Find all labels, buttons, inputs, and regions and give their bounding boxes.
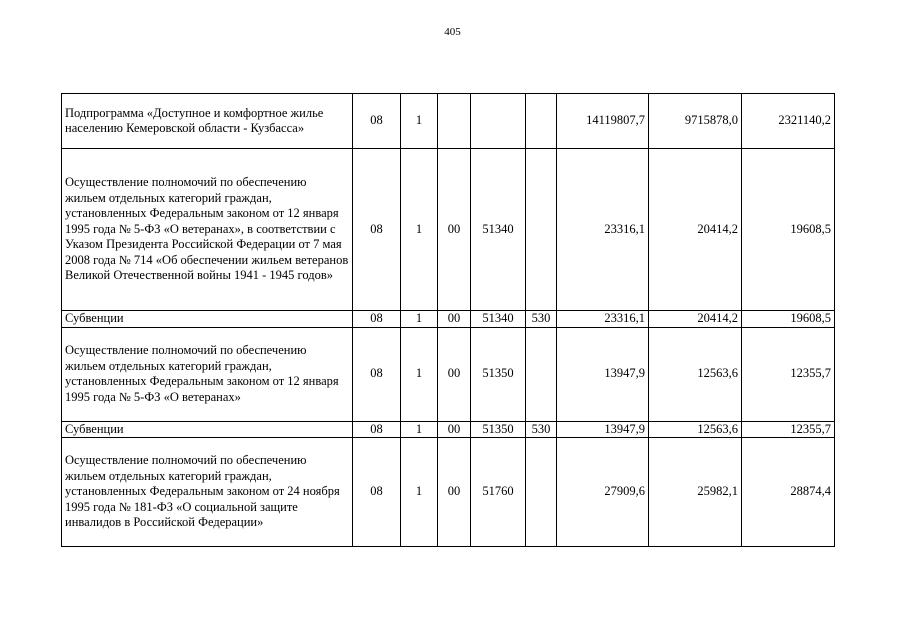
section-code: 08	[353, 327, 401, 421]
program-code: 1	[401, 438, 438, 547]
program-code: 1	[401, 149, 438, 311]
expense-type-code	[526, 94, 557, 149]
amount-year-1: 13947,9	[557, 327, 649, 421]
subprogram-code: 00	[438, 438, 471, 547]
amount-year-3: 19608,5	[742, 311, 835, 328]
program-code: 1	[401, 94, 438, 149]
section-code: 08	[353, 311, 401, 328]
amount-year-1: 13947,9	[557, 421, 649, 438]
table-row	[62, 149, 835, 311]
expense-type-code	[526, 149, 557, 311]
direction-code: 51350	[471, 327, 526, 421]
amount-year-1: 23316,1	[557, 149, 649, 311]
table-row	[62, 421, 835, 438]
expense-type-code	[526, 438, 557, 547]
amount-year-2: 12563,6	[649, 421, 742, 438]
subprogram-code	[438, 94, 471, 149]
direction-code: 51760	[471, 438, 526, 547]
amount-year-2: 20414,2	[649, 149, 742, 311]
section-code: 08	[353, 149, 401, 311]
row-name: Подпрограмма «Доступное и комфортное жилье населению Кемеровской области - Кузбасса»	[62, 94, 353, 149]
expense-type-code	[526, 327, 557, 421]
page-number: 405	[444, 26, 461, 38]
budget-table	[61, 93, 835, 547]
amount-year-2: 9715878,0	[649, 94, 742, 149]
row-name: Осуществление полномочий по обеспечению жильем отдельных категорий граждан, установленных Федеральным законом от 24 ноября 1995 года № 181-ФЗ «О социальной защите инвалидов в Российской Федерации»	[62, 438, 353, 547]
direction-code: 51340	[471, 311, 526, 328]
amount-year-3: 12355,7	[742, 421, 835, 438]
direction-code	[471, 94, 526, 149]
direction-code: 51350	[471, 421, 526, 438]
row-name: Осуществление полномочий по обеспечению жильем отдельных категорий граждан, установленных Федеральным законом от 12 января 1995 года № 5-ФЗ «О ветеранах», в соответствии с Указом Президента Российской Федерации от 7 мая 2008 года № 714 «Об обеспечении жильем ветеранов Великой Отечественной войны 1941 - 1945 годов»	[62, 149, 353, 311]
section-code: 08	[353, 421, 401, 438]
table-row	[62, 94, 835, 149]
subprogram-code: 00	[438, 311, 471, 328]
row-name: Осуществление полномочий по обеспечению жильем отдельных категорий граждан, установленных Федеральным законом от 12 января 1995 года № 5-ФЗ «О ветеранах»	[62, 327, 353, 421]
amount-year-2: 25982,1	[649, 438, 742, 547]
expense-type-code: 530	[526, 311, 557, 328]
expense-type-code: 530	[526, 421, 557, 438]
amount-year-1: 27909,6	[557, 438, 649, 547]
table-row	[62, 438, 835, 547]
section-code: 08	[353, 438, 401, 547]
subprogram-code: 00	[438, 149, 471, 311]
amount-year-3: 28874,4	[742, 438, 835, 547]
subprogram-code: 00	[438, 327, 471, 421]
program-code: 1	[401, 421, 438, 438]
amount-year-3: 12355,7	[742, 327, 835, 421]
program-code: 1	[401, 327, 438, 421]
amount-year-1: 14119807,7	[557, 94, 649, 149]
table-row	[62, 311, 835, 328]
amount-year-2: 20414,2	[649, 311, 742, 328]
section-code: 08	[353, 94, 401, 149]
table-row	[62, 327, 835, 421]
row-name: Субвенции	[62, 421, 353, 438]
amount-year-3: 2321140,2	[742, 94, 835, 149]
amount-year-3: 19608,5	[742, 149, 835, 311]
program-code: 1	[401, 311, 438, 328]
amount-year-2: 12563,6	[649, 327, 742, 421]
amount-year-1: 23316,1	[557, 311, 649, 328]
row-name: Субвенции	[62, 311, 353, 328]
direction-code: 51340	[471, 149, 526, 311]
subprogram-code: 00	[438, 421, 471, 438]
